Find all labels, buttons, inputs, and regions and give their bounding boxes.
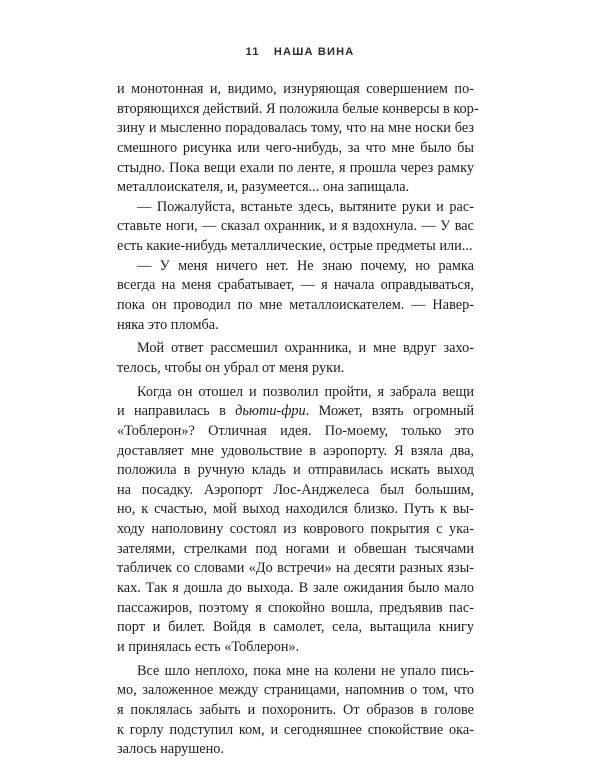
text-line: и принялась есть «Тоблерон». <box>117 638 300 655</box>
text-line: всегда на меня срабатывает, — я начала оправдываться, <box>117 277 474 294</box>
text-line: ходу наполовину состоял из коврового покрытия с ука- <box>117 521 474 538</box>
text-line: вторяющихся действий. Я положила белые конверсы в кор- <box>117 100 479 117</box>
text-line: табличек со словами «До встречи» на десяти разных язы- <box>117 560 474 577</box>
text-line: няка это пломба. <box>117 316 219 333</box>
text-line: стыдно. Пока вещи ехали по ленте, я прошла через рамку <box>117 159 474 176</box>
text-line: пассажиров, поэтому я спокойно вошла, предъявив пас- <box>117 599 474 616</box>
running-title: НАША ВИНА <box>273 46 355 58</box>
text-line: смешного рисунка или чего-нибудь, за что мне было бы <box>117 139 474 156</box>
text-line: пока он проводил по мне металлоискателем. — Навер- <box>117 297 474 314</box>
text-line: на посадку. Аэропорт Лос-Анджелеса был большим, <box>117 481 474 498</box>
text-line: зателями, стрелками под ногами и обвешан тысячами <box>117 540 474 557</box>
text-line: к горлу подступил ком, и сегодняшнее спокойствие ока- <box>117 721 474 738</box>
text-line: залось нарушено. <box>117 741 225 758</box>
text-line: положила в ручную кладь и отправилась искать выход <box>117 462 474 479</box>
text-run: . Может, взять огромный <box>305 403 474 420</box>
text-line: металлоискателя, и, разумеется... она запищала. <box>117 179 410 196</box>
text-line: — У меня ничего нет. Не знаю почему, но рамка <box>137 257 474 274</box>
text-line: ках. Так я дошла до выхода. В зале ожидания было мало <box>117 580 474 597</box>
paragraph <box>117 257 474 336</box>
text-line: доставляет мне удовольствие в аэропорту. Я взяла два, <box>117 442 474 459</box>
text-line: порт и билет. Войдя в самолет, села, вытащила книгу <box>117 619 474 636</box>
text-line: и монотонная и, видимо, изнуряющая совершением по- <box>117 81 474 97</box>
text-line: Мой ответ рассмешил охранника, и мне вдруг захо- <box>137 340 474 357</box>
text-line: есть какие-нибудь металлические, острые предметы или... <box>117 238 473 255</box>
text-line <box>117 402 474 422</box>
text-line: ставьте ноги, — сказал охранник, и я вздохнула. — У вас <box>117 218 474 235</box>
text-line: телось, чтобы он убрал от меня руки. <box>117 359 345 376</box>
text-line: мо, заложенное между страницами, напомнив о том, что <box>117 682 474 699</box>
text-line: — Пожалуйста, встаньте здесь, вытяните руки и рас- <box>137 198 474 215</box>
paragraph <box>117 383 474 658</box>
text-line: Все шло неплохо, пока мне на колени не упало пись- <box>137 662 474 679</box>
paragraph <box>117 80 479 198</box>
running-header <box>0 46 600 58</box>
body-text <box>117 80 479 760</box>
paragraph <box>117 339 474 378</box>
text-line: я поклялась забыть и похоронить. От образов в голове <box>117 701 474 718</box>
paragraph <box>117 662 474 760</box>
paragraph <box>117 198 474 257</box>
text-line: Когда он отошел и позволил пройти, я забрала вещи <box>137 383 474 400</box>
italic-term: дьюти-фри <box>235 403 306 420</box>
text-line: зину и мысленно порадовалась тому, что на мне носки без <box>117 120 474 137</box>
text-run: и направилась в <box>117 403 236 420</box>
text-line: но, к счастью, мой выход находился близко. Путь к вы- <box>117 501 474 518</box>
text-line: «Тоблерон»? Отличная идея. По-моему, только это <box>117 422 474 439</box>
page-number: 11 <box>245 46 260 58</box>
